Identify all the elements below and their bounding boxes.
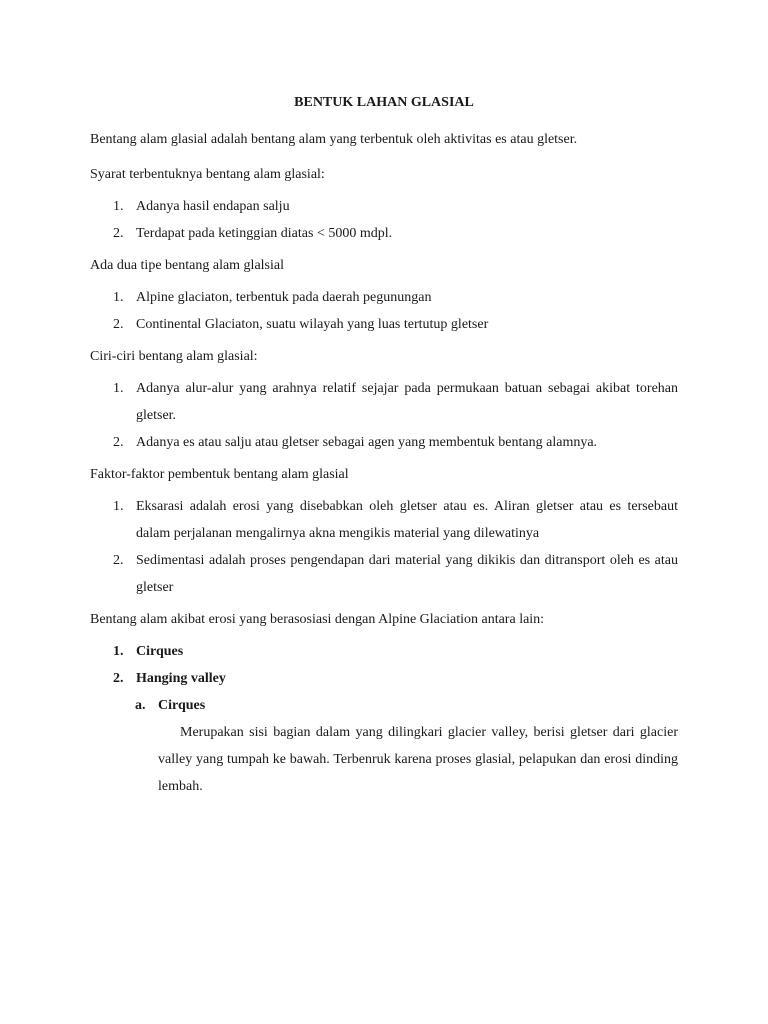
list-item: 1. Eksarasi adalah erosi yang disebabkan oleh gletser atau es. Aliran gletser atau es tersebaut dalam perjalanan mengalirnya akna mengikis material yang dilewatinya [113,499,678,541]
section-heading-syarat: Syarat terbentuknya bentang alam glasial: [90,167,325,182]
subsection-cirques-paragraph: Merupakan sisi bagian dalam yang dilingkari glacier valley, berisi gletser dari glacier valley yang tumpah ke bawah. Terbenruk karena proses glasial, pelapukan dan erosi dinding lembah. [158,725,678,794]
list-item: 2. Hanging valley [113,671,226,686]
section-heading-erosi: Bentang alam akibat erosi yang berasosiasi dengan Alpine Glaciation antara lain: [90,612,545,627]
list-item: 1. Adanya alur-alur yang arahnya relatif sejajar pada permukaan batuan sebagai akibat torehan gletser. [113,381,678,423]
subsection-cirques-heading: a. Cirques [135,698,206,713]
list-item: 1. Alpine glaciaton, terbentuk pada daerah pegunungan [113,290,432,305]
list-tipe [90,284,678,338]
list-syarat [90,193,678,247]
document-page [90,94,678,800]
list-ciri [90,375,678,456]
list-item: 2. Continental Glaciaton, suatu wilayah yang luas tertutup gletser [113,317,489,332]
list-item: 1. Cirques [113,644,184,659]
section-heading-ciri: Ciri-ciri bentang alam glasial: [90,349,258,364]
list-item: 2. Adanya es atau salju atau gletser sebagai agen yang membentuk bentang alamnya. [113,435,598,450]
list-faktor [90,493,678,601]
section-heading-tipe: Ada dua tipe bentang alam glalsial [90,258,284,273]
list-item: 2. Sedimentasi adalah proses pengendapan dari material yang dikikis dan ditransport oleh es atau gletser [113,553,678,595]
document-title: BENTUK LAHAN GLASIAL [294,95,474,110]
list-item: 1. Adanya hasil endapan salju [113,199,290,214]
list-item: 2. Terdapat pada ketinggian diatas < 5000 mdpl. [113,226,393,241]
section-heading-faktor: Faktor-faktor pembentuk bentang alam glasial [90,467,349,482]
list-erosi [90,638,678,692]
intro-paragraph: Bentang alam glasial adalah bentang alam yang terbentuk oleh aktivitas es atau gletser. [90,132,578,147]
